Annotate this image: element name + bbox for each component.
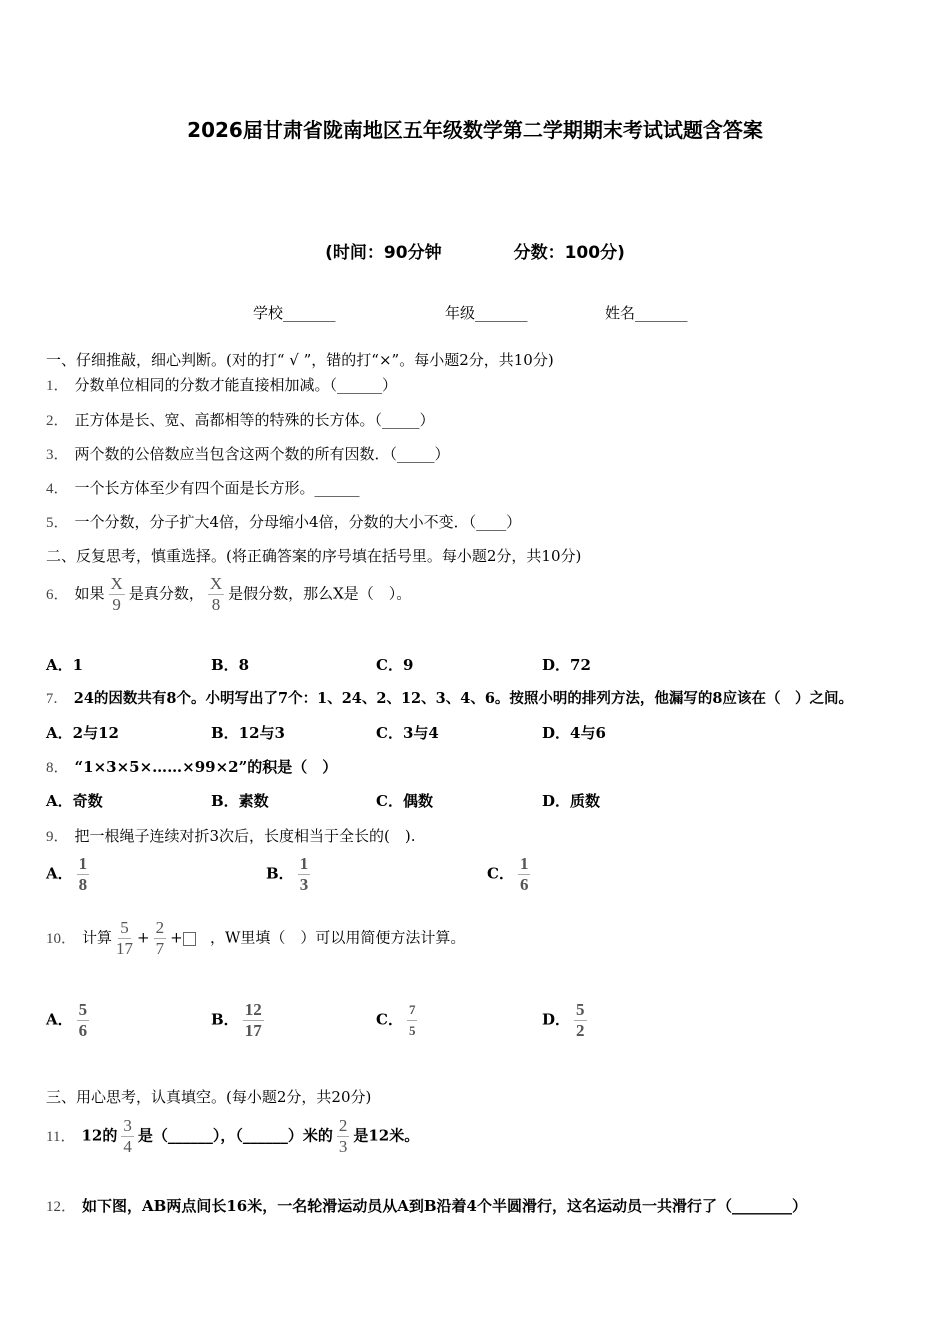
option-b[interactable]: B．素数 [211,792,269,810]
text: 3． [46,447,69,463]
text: + [170,928,183,947]
fraction-numerator: 3 [123,1116,132,1135]
option-a[interactable]: A．奇数 [46,792,103,810]
option-a[interactable]: A．2与12 [46,724,119,742]
text: 17 [244,1021,262,1040]
option-a[interactable] [46,854,93,895]
fraction [208,574,224,615]
text: 8 [78,875,88,894]
text: B． [211,1010,239,1029]
option-d[interactable]: D．4与6 [542,724,606,742]
option-a[interactable]: A．1 [46,656,84,674]
fraction-numerator: 1 [299,854,309,873]
text: 分数单位相同的分数才能直接相加减。（______） [74,376,398,394]
text: 是假分数，那么X是（ ）。 [228,584,412,603]
fraction-numerator: 5 [120,918,129,937]
fraction [518,854,531,895]
text: 一个长方体至少有四个面是长方形。______ [74,479,360,497]
text: D． [542,1010,571,1029]
section-3-heading: 三、用心思考，认真填空。(每小题2分，共20分) [46,1088,372,1106]
text: 2． [46,413,69,429]
fraction [407,1000,418,1041]
text: 2 [576,1021,585,1040]
text: 5． [46,515,69,531]
fraction-numerator: X [209,574,223,593]
question-10-options [46,1000,906,1050]
fraction [109,574,125,615]
text: B． [266,864,294,883]
fraction-numerator: 2 [155,918,165,937]
option-a[interactable] [46,1000,93,1041]
question-9 [46,826,416,847]
text: 一个分数，分子扩大4倍，分母缩小4倍，分数的大小不变．（____） [74,513,522,531]
text: 把一根绳子连续对折3次后，长度相当于全长的( ). [74,827,416,845]
fraction-numerator: 1 [519,854,529,873]
option-c[interactable] [376,1000,421,1041]
option-c[interactable] [487,854,534,895]
text: 10． [46,930,77,947]
text: 6． [46,586,69,603]
option-c[interactable]: C．偶数 [376,792,433,810]
question-4 [46,478,360,499]
option-d[interactable]: D．72 [542,656,591,674]
fraction-numerator: X [110,574,123,593]
section-1-heading: 一、仔细推敲，细心判断。(对的打“ √ ”，错的打“×”。每小题2分，共10分) [46,351,554,369]
option-b[interactable]: B．8 [211,656,250,674]
name-field[interactable]: 姓名_______ [605,304,688,322]
fraction [116,918,133,959]
text: 11． [46,1128,76,1145]
option-b[interactable] [211,1000,268,1041]
question-12 [46,1196,807,1217]
question-3 [46,444,450,465]
fraction-numerator: 1 [78,854,88,873]
option-d[interactable] [542,1000,591,1041]
text: 是12米。 [353,1126,420,1145]
question-11 [46,1116,419,1157]
question-10 [46,918,465,959]
text: ，W里填（ ）可以用简便方法计算。 [210,928,466,947]
text: 两个数的公倍数应当包含这两个数的所有因数．（_____） [74,445,450,463]
page-title: 2026届甘肃省陇南地区五年级数学第二学期期末考试试题含答案 [187,118,763,142]
exam-time: (时间：90分钟 [325,243,442,263]
question-9-options [46,854,906,898]
fraction-numerator: 7 [407,1000,418,1021]
text: 3 [338,1137,348,1156]
text: 8 [211,595,221,614]
text: 是真分数， [128,584,204,603]
fraction [337,1116,350,1157]
fraction [154,918,167,959]
text: 7． [46,691,68,707]
question-1 [46,375,397,396]
text: 12． [46,1199,77,1215]
text: 5 [408,1023,416,1038]
fraction [243,1000,264,1041]
text: + [137,928,150,947]
text: 9 [112,595,121,614]
text: 如下图，AB两点间长16米，一名轮滑运动员从A到B沿着4个半圆滑行，这名运动员一共滑行了（________） [82,1197,807,1215]
school-field[interactable]: 学校_______ [253,304,336,322]
text: C． [487,864,514,883]
text: 12的 [81,1126,118,1145]
text: A． [46,864,73,883]
fraction-numerator: 5 [576,1000,585,1019]
question-2 [46,410,435,431]
option-c[interactable]: C．3与4 [376,724,439,742]
option-b[interactable] [266,854,314,895]
fraction [574,1000,587,1041]
text: 24的因数共有8个。小明写出了7个：1、24、2、12、3、4、6。按照小明的排列方法，他漏写的8应该在（ ）之间。 [73,690,853,707]
fraction [298,854,311,895]
exam-score: 分数：100分) [513,243,625,263]
question-7 [46,689,853,709]
fraction-numerator: 12 [244,1000,262,1019]
text: 17 [116,939,134,958]
text: 4 [123,1137,132,1156]
text: 6 [78,1021,88,1040]
text: A． [46,1010,73,1029]
question-6 [46,574,411,615]
fraction-numerator: 2 [338,1116,348,1135]
text: C． [376,1010,403,1029]
grade-field[interactable]: 年级_______ [445,304,528,322]
option-c[interactable]: C．9 [376,656,414,674]
text: 1． [46,378,69,394]
exam-meta [0,238,950,263]
question-5 [46,512,521,533]
text: 计算 [82,928,113,947]
question-8 [46,757,337,778]
fraction [77,854,90,895]
fraction [121,1116,134,1157]
text: 9． [46,829,69,845]
text: 6 [519,875,529,894]
fraction-numerator: 5 [78,1000,88,1019]
option-d[interactable]: D．质数 [542,792,601,810]
text: 如果 [74,584,105,603]
blank-box [183,932,196,946]
text: 7 [155,939,165,958]
text: 正方体是长、宽、高都相等的特殊的长方体。（_____） [74,411,435,429]
option-b[interactable]: B．12与3 [211,724,285,742]
section-2-heading: 二、反复思考，慎重选择。(将正确答案的序号填在括号里。每小题2分，共10分) [46,547,582,565]
fraction [77,1000,90,1041]
text: “1×3×5×……×99×2”的积是（ ） [74,758,338,776]
text: 是（______），（______）米的 [137,1126,333,1145]
text: 3 [299,875,309,894]
text: 4． [46,481,69,497]
text: 8． [46,760,69,776]
